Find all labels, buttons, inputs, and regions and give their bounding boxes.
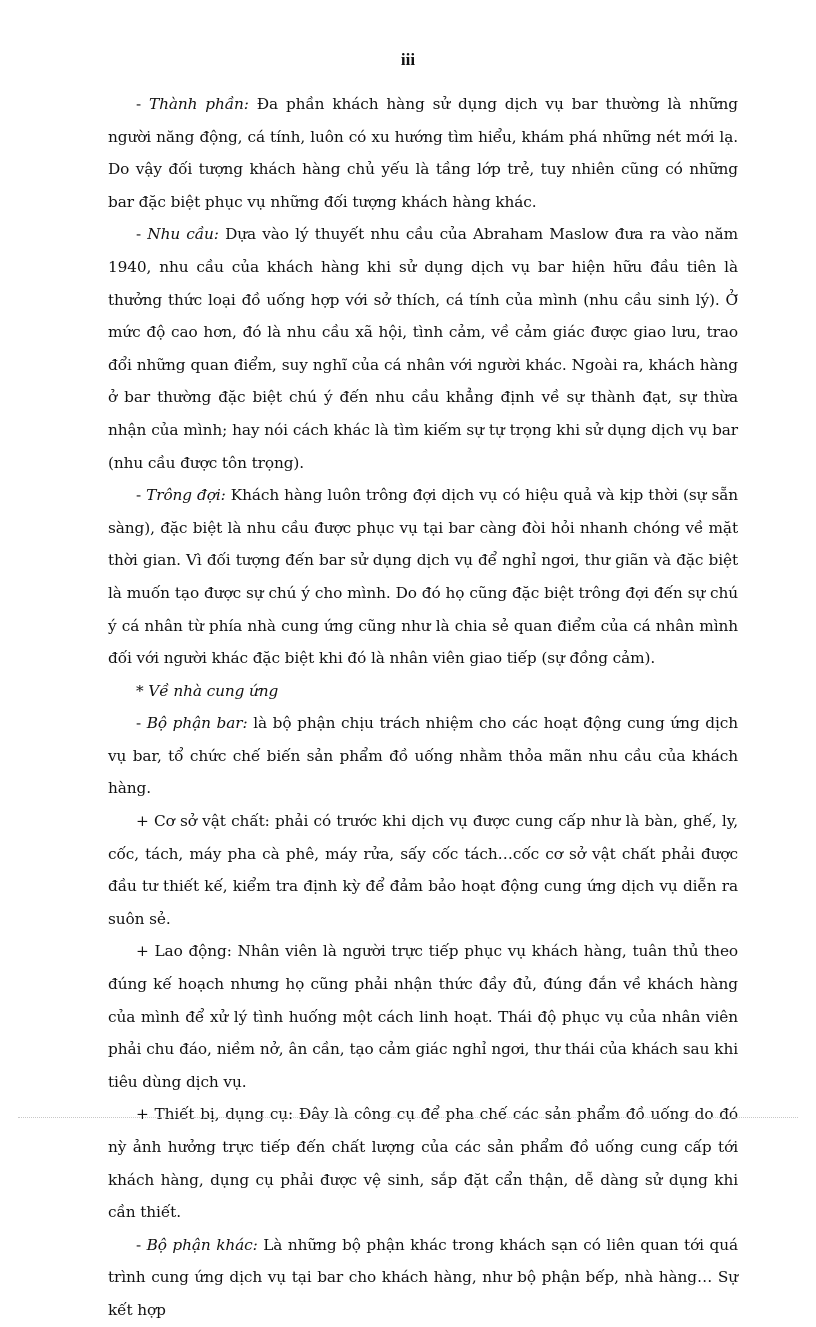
section-heading-nha-cung-ung [108, 675, 738, 708]
term-trong-doi: Trông đợi: [146, 486, 226, 505]
heading-ve-nha-cung-ung: * Về nhà cung ứng [136, 681, 279, 700]
term-bo-phan-bar: Bộ phận bar: [146, 714, 248, 733]
term-bo-phan-khac: Bộ phận khác: [146, 1235, 258, 1254]
paragraph-thanh-phan: - Thành phần: Đa phần khách hàng sử dụng dịch vụ bar thường là những người năng động, cá tính, luôn có xu hướng tìm hiểu, khám phá những nét mới lạ. Do vậy đối tượng khách hàng chủ yếu là tầng lớp trẻ, tuy nhiên cũng có những bar đặc biệt phục vụ những đối tượng khách hàng khác. [108, 95, 738, 211]
paragraph-thiet-bi: + Thiết bị, dụng cụ: Đây là công cụ để pha chế các sản phẩm đồ uống do đó nỳ ảnh hưởng trực tiếp đến chất lượng của các sản phẩm đồ uống cung cấp tới khách hàng, dụng cụ phải được vệ sinh, sắp đặt cẩn thận, dễ dàng sử dụng khi cần thiết. [108, 1105, 738, 1222]
page-number: iii [400, 50, 416, 69]
page-bottom-divider [18, 1117, 798, 1118]
paragraph-trong-doi: - Trông đợi: Khách hàng luôn trông đợi dịch vụ có hiệu quả và kịp thời (sự sẵn sàng), đặc biệt là nhu cầu được phục vụ tại bar càng đòi hỏi nhanh chóng về mặt thời gian. Vì đối tượng đến bar sử dụng dịch vụ để nghỉ ngơi, thư giãn và đặc biệt là muốn tạo được sự chú ý cho mình. Do đó họ cũng đặc biệt trông đợi đến sự chú ý cá nhân từ phía nhà cung ứng cũng như là chia sẻ quan điểm của cá nhân mình đối với người khác đặc biệt khi đó là nhân viên giao tiếp (sự đồng cảm). [108, 486, 738, 668]
term-thanh-phan: Thành phần: [149, 95, 249, 113]
paragraph-bo-phan-khac: - Bộ phận khác: Là những bộ phận khác trong khách sạn có liên quan tới quá trình cung ứng dịch vụ tại bar cho khách hàng, như bộ phận bếp, nhà hàng… Sự kết hợp [108, 1235, 738, 1319]
document-body [108, 88, 738, 1327]
paragraph-lao-dong: + Lao động: Nhân viên là người trực tiếp phục vụ khách hàng, tuân thủ theo đúng kế hoạch nhưng họ cũng phải nhận thức đầy đủ, đúng đắn về khách hàng của mình để xử lý tình huống một cách linh hoạt. Thái độ phục vụ của nhân viên phải chu đáo, niềm nở, ân cần, tạo cảm giác nghỉ ngơi, thư thái của khách sau khi tiêu dùng dịch vụ. [108, 942, 738, 1091]
paragraph-bo-phan-bar: - Bộ phận bar: là bộ phận chịu trách nhiệm cho các hoạt động cung ứng dịch vụ bar, tổ chức chế biến sản phẩm đồ uống nhằm thỏa mãn nhu cầu của khách hàng. [108, 714, 738, 798]
paragraph-nhu-cau: - Nhu cầu: Dựa vào lý thuyết nhu cầu của Abraham Maslow đưa ra vào năm 1940, nhu cầu của khách hàng khi sử dụng dịch vụ bar hiện hữu đầu tiên là thưởng thức loại đồ uống hợp với sở thích, cá tính của mình (nhu cầu sinh lý). Ở mức độ cao hơn, đó là nhu cầu xã hội, tình cảm, về cảm giác được giao lưu, trao đổi những quan điểm, suy nghĩ của cá nhân với người khác. Ngoài ra, khách hàng ở bar thường đặc biệt chú ý đến nhu cầu khẳng định về sự thành đạt, sự thừa nhận của mình; hay nói cách khác là tìm kiếm sự tự trọng khi sử dụng dịch vụ bar (nhu cầu được tôn trọng). [108, 225, 738, 472]
paragraph-co-so-vat-chat: + Cơ sở vật chất: phải có trước khi dịch vụ được cung cấp như là bàn, ghế, ly, cốc, tách, máy pha cà phê, máy rửa, sấy cốc tách…cốc cơ sở vật chất phải được đầu tư thiết kế, kiểm tra định kỳ để đảm bảo hoạt động cung ứng dịch vụ diễn ra suôn sẻ. [108, 812, 738, 928]
term-nhu-cau: Nhu cầu: [147, 225, 219, 244]
